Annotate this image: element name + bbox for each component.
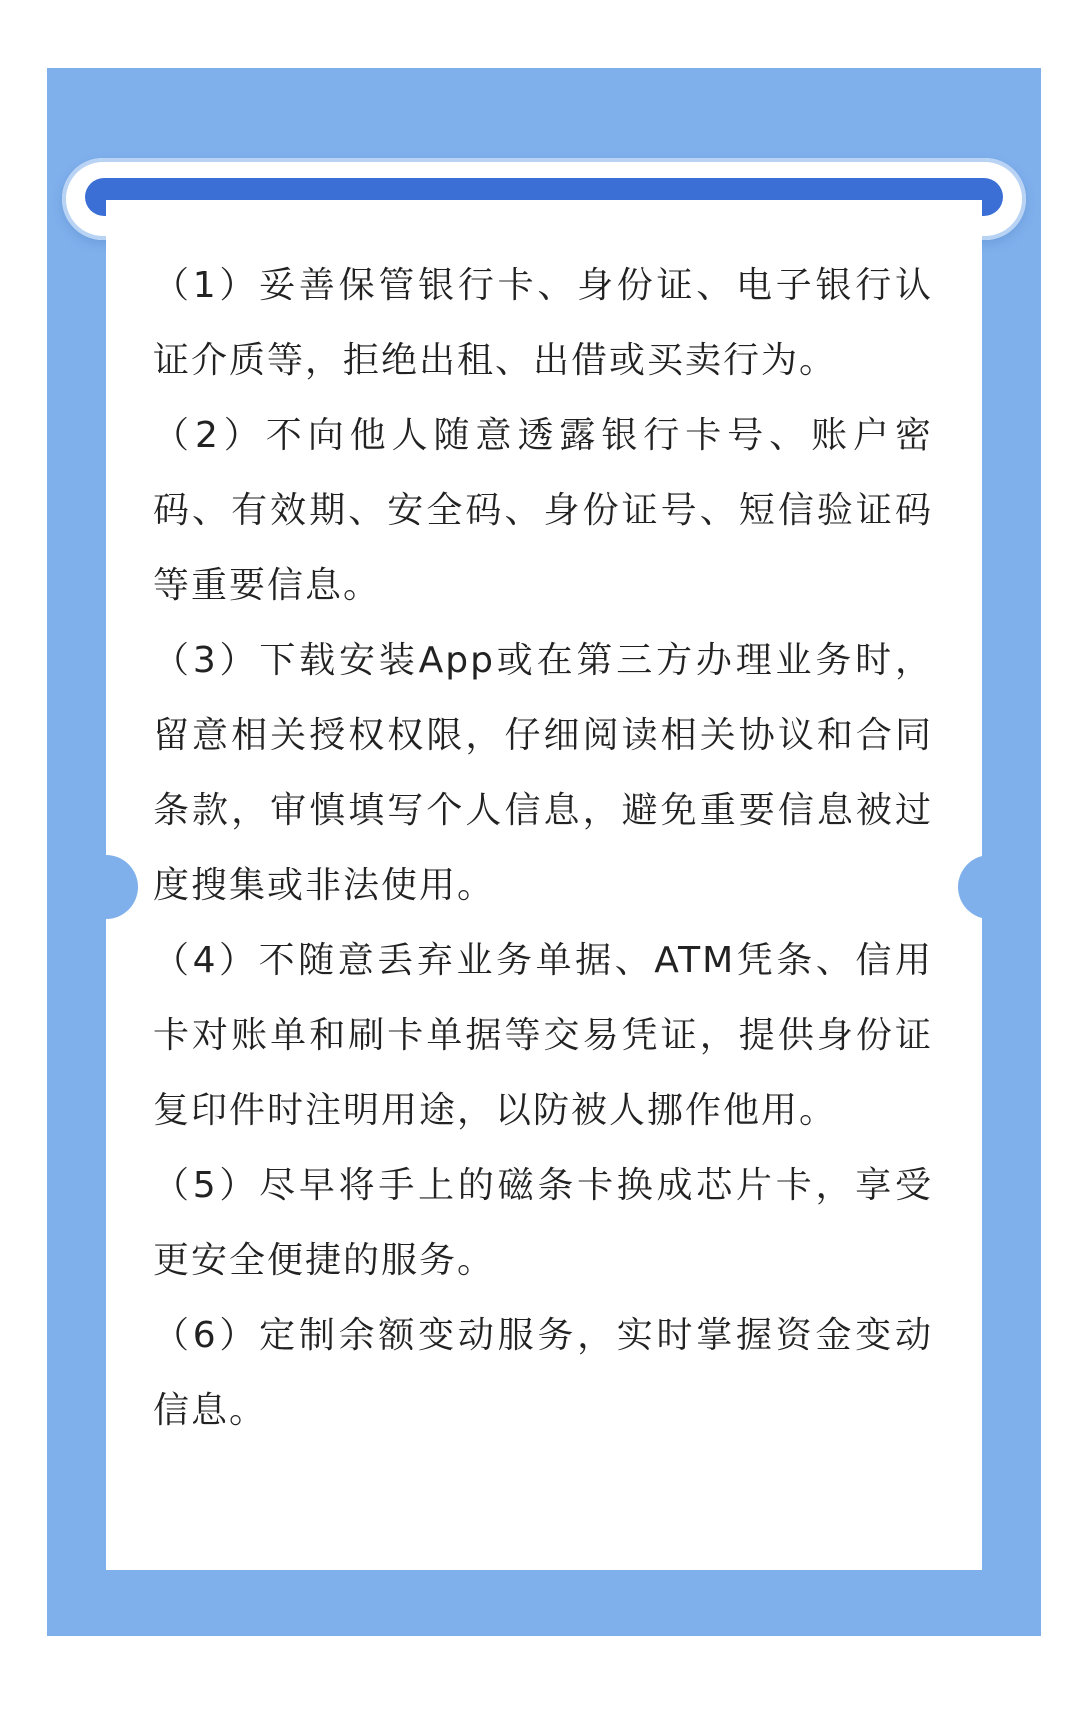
- tips-list: [153, 248, 933, 1448]
- tip-item-6: （6）定制余额变动服务，实时掌握资金变动信息。: [153, 1315, 933, 1431]
- left-notch-decoration: [74, 855, 138, 919]
- right-notch-decoration: [958, 855, 1022, 919]
- tip-item-3: （3）下载安装App或在第三方办理业务时，留意相关授权权限，仔细阅读相关协议和合同条款，审慎填写个人信息，避免重要信息被过度搜集或非法使用。: [153, 640, 933, 906]
- tip-item-5: （5）尽早将手上的磁条卡换成芯片卡，享受更安全便捷的服务。: [153, 1165, 933, 1281]
- tip-item-1: （1）妥善保管银行卡、身份证、电子银行认证介质等，拒绝出租、出借或买卖行为。: [153, 265, 933, 381]
- tip-item-4: （4）不随意丢弃业务单据、ATM凭条、信用卡对账单和刷卡单据等交易凭证，提供身份证复印件时注明用途，以防被人挪作他用。: [153, 940, 933, 1131]
- tip-item-2: （2）不向他人随意透露银行卡号、账户密码、有效期、安全码、身份证号、短信验证码等重要信息。: [153, 415, 933, 606]
